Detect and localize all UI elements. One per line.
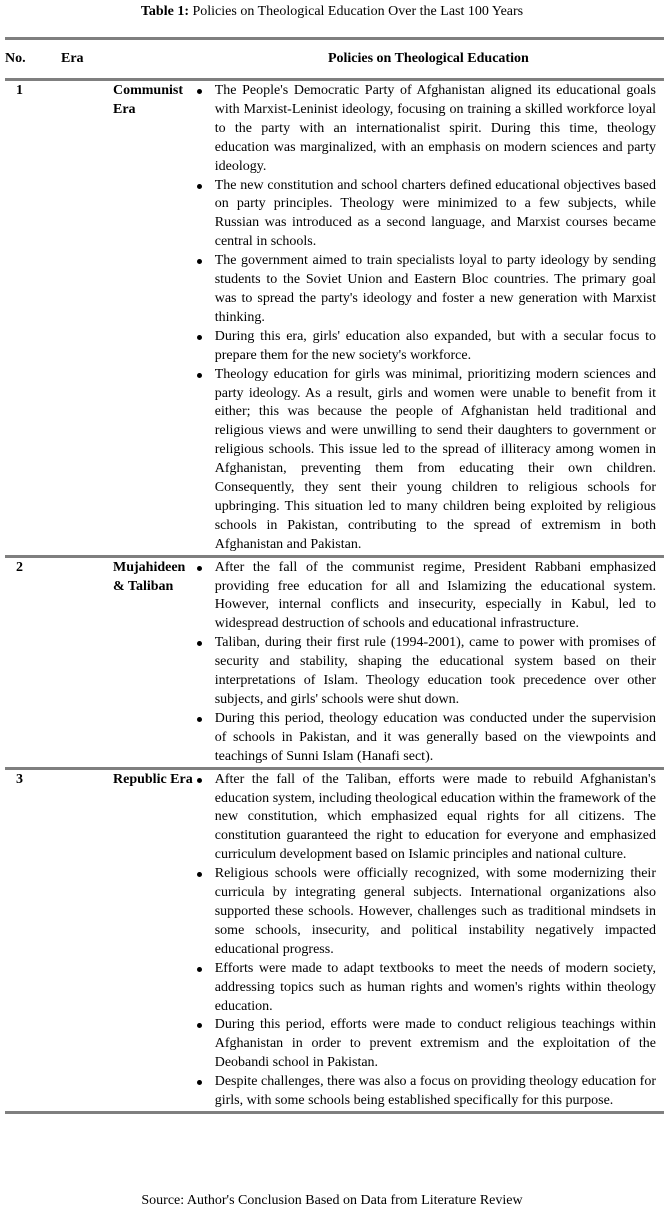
era-line: Republic Era [113,771,193,787]
bullet-icon [197,566,202,571]
policy-item [193,960,656,1017]
table-row [5,556,664,768]
row-policies [193,80,664,557]
bullet-icon [197,641,202,646]
table-caption [0,3,664,21]
policy-list [193,770,664,1111]
bullet-icon [197,717,202,722]
row-number: 3 [16,771,23,787]
policy-text: Religious schools were officially recognized, with some modernizing their curricula by integrating general subjects. International organizations also supported these schools. However, challenges such as traditional mindsets in some schools, insecurity, and political instability negatively impacted educational progress. [214,866,656,957]
policy-text: After the fall of the Taliban, efforts were made to rebuild Afghanistan's education system, including theological education within the framework of the new constitution, which emphasized equal rights for all citizens. The constitution guaranteed the right to education for everyone and emphasized curriculum development based on Islamic principles and national culture. [214,771,656,863]
row-number: 1 [16,83,23,98]
bullet-icon [197,335,202,340]
policy-item [193,634,656,710]
policy-text: The new constitution and school charters defined educational objectives based on party principles. Theology were minimized to a few subjects, while Russian was introduced as a second language, and Marxist courses became central in schools. [214,177,656,250]
policy-item [193,82,656,177]
policy-text: During this period, efforts were made to conduct religious teachings within Afghanistan in order to prevent extremism and the exploitation of the Deobandi school in Pakistan. [214,1017,656,1071]
policy-list [193,558,664,767]
era-line: Mujahideen [113,559,186,575]
table-caption-label: Table 1: [140,4,189,19]
policy-item [193,771,656,866]
bullet-icon [197,373,202,378]
policy-item [193,710,656,767]
bullet-icon [197,778,202,783]
policy-text: Theology education for girls was minimal, prioritizing modern sciences and party ideology. As a result, girls and women were unable to benefit from it either; this was because the people of Afghanistan held traditional and religious views and were unwilling to send their daughters to government or religious schools. This issue led to the spread of illiteracy among women in Afghanistan, preventing them from educating their own children. Consequently, they sent their young children to religious schools for upbringing. This situation led to many children being exploited by religious schools in Pakistan, contributing to the spread of extremism in both Afghanistan and Pakistan. [214,366,656,552]
row-number: 2 [16,559,23,575]
row-era [61,556,193,768]
table-row [5,80,664,557]
policy-item [193,366,656,555]
policy-list [193,81,664,555]
bullet-icon [197,1023,202,1028]
row-policies [193,768,664,1112]
policy-text: The People's Democratic Party of Afghanistan aligned its educational goals with Marxist-Leninist ideology, focusing on training a skilled workforce loyal to the party with an internationalist spirit. During this time, theology education was marginalized, with an emphasis on modern sciences and party ideology. [214,83,656,174]
policy-text: After the fall of the communist regime, President Rabbani emphasized providing free education for all and Islamizing the educational system. However, internal conflicts and insecurity, especially in Kabul, led to widespread destruction of schools and educational infrastructure. [214,559,656,632]
header-era: Era [61,50,84,66]
policy-item [193,328,656,366]
bullet-icon [197,1080,202,1085]
header-policies: Policies on Theological Education [327,50,529,66]
bullet-icon [197,89,202,94]
policy-text: Despite challenges, there was also a focus on providing theology education for girls, with some schools being established specifically for this purpose. [214,1074,656,1109]
policy-item [193,559,656,635]
table-caption-text: Policies on Theological Education Over the Last 100 Years [188,4,524,19]
policy-text: Efforts were made to adapt textbooks to meet the needs of modern society, addressing topics such as human rights and women's rights within theology education. [214,960,656,1014]
era-line: Era [113,101,136,117]
bullet-icon [197,967,202,972]
policy-text: During this period, theology education was conducted under the supervision of schools in Pakistan, and it was generally based on the viewpoints and teachings of Sunni Islam (Hanafi sect). [214,710,656,764]
bullet-icon [197,872,202,877]
policy-text: Taliban, during their first rule (1994-2001), came to power with promises of security and stability, shaping the educational system based on their interpretations of Islam. Theology education took precedence over other subjects, and girls' schools were shut down. [214,635,656,707]
row-era [61,80,193,557]
policy-item [193,252,656,328]
policy-item [193,1016,656,1073]
bullet-icon [197,184,202,189]
policy-text: During this era, girls' education also expanded, but with a secular focus to prepare them for the new society's workforce. [214,328,656,363]
table-row [5,768,664,1112]
table-header-row [5,39,664,80]
policy-item [193,177,656,253]
era-line: Communist [113,83,184,98]
policies-table [5,37,664,1114]
table-source-note: Source: Author's Conclusion Based on Data from Literature Review [141,1193,523,1208]
policy-text: The government aimed to train specialists loyal to party ideology by sending students to the Soviet Union and Eastern Bloc countries. The primary goal was to spread the party's ideology and foster a new generation with Marxist thinking. [214,253,656,325]
policy-item [193,865,656,960]
policy-item [193,1073,656,1111]
row-policies [193,556,664,768]
header-no: No. [5,50,26,66]
row-era [61,768,193,1112]
era-line: & Taliban [113,578,174,594]
bullet-icon [197,259,202,264]
